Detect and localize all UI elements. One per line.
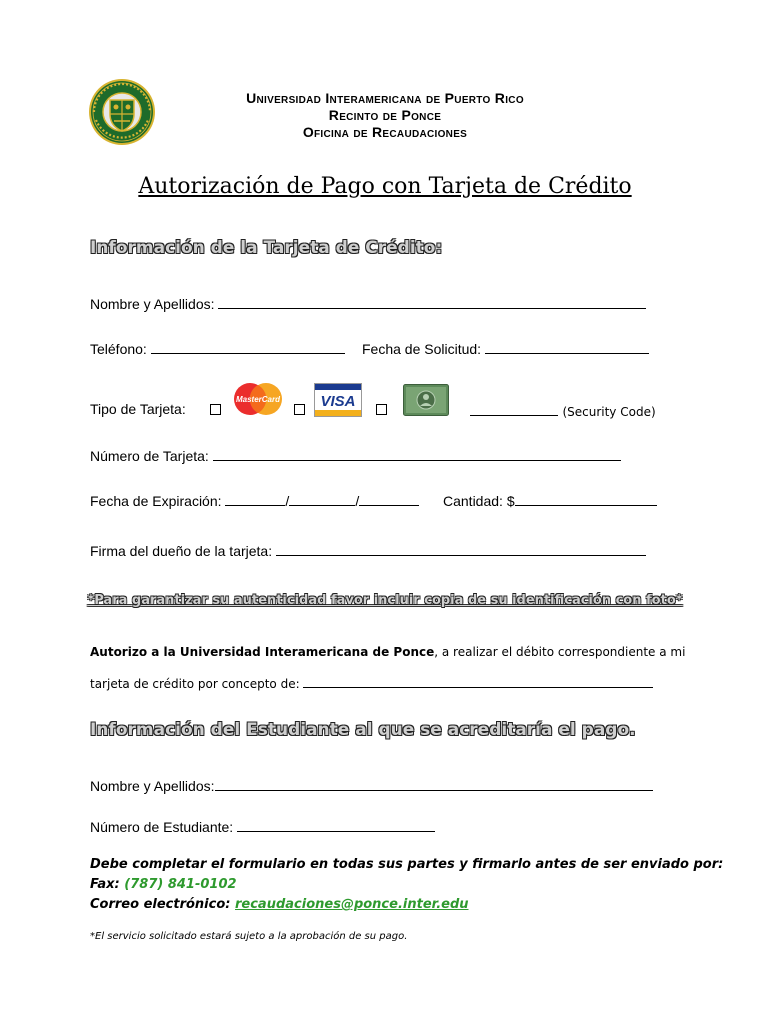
student-name-field[interactable] (215, 776, 653, 791)
fax-row (90, 877, 237, 892)
student-number-row (90, 817, 435, 835)
cardholder-name-label: Nombre y Apellidos: (90, 296, 215, 312)
authorization-line1 (90, 645, 685, 659)
authorization-concept-field[interactable] (303, 673, 653, 688)
american-express-icon (403, 384, 449, 416)
phone-label: Teléfono: (90, 341, 147, 357)
cardholder-name-field[interactable] (218, 294, 646, 309)
email-label: Correo electrónico: (90, 897, 231, 912)
campus-name: Recinto de Ponce (328, 107, 442, 123)
authorization-line2 (90, 673, 653, 691)
svg-text:MasterCard: MasterCard (235, 395, 281, 404)
visa-checkbox[interactable] (294, 404, 305, 415)
expiration-label: Fecha de Expiración: (90, 493, 222, 509)
phone-row (90, 339, 345, 357)
card-section-heading: Información de la Tarjeta de Crédito: (90, 238, 443, 258)
disclaimer: *El servicio solicitado estará sujeto a la aprobación de su pago. (90, 931, 408, 942)
student-number-label: Número de Estudiante: (90, 819, 234, 835)
card-number-row (90, 446, 621, 464)
svg-text:VISA: VISA (320, 393, 356, 410)
mastercard-icon (232, 381, 284, 417)
request-date-row (362, 339, 649, 357)
student-number-field[interactable] (237, 817, 435, 832)
email-link[interactable]: recaudaciones@ponce.inter.edu (235, 897, 469, 912)
fax-number: (787) 841-0102 (124, 877, 237, 892)
id-copy-note: *Para garantizar su autenticidad favor incluir copia de su identificación con foto* (87, 593, 683, 608)
student-name-label: Nombre y Apellidos: (90, 778, 215, 794)
authorization-bold: Autorizo a la Universidad Interamericana de Ponce (90, 645, 435, 659)
card-type-label: Tipo de Tarjeta: (90, 401, 186, 417)
submission-instructions: Debe completar el formulario en todas sus partes y firmarlo antes de ser enviado por: (90, 857, 724, 872)
student-name-row (90, 776, 653, 794)
card-number-label: Número de Tarjeta: (90, 448, 209, 464)
signature-field[interactable] (276, 541, 646, 556)
authorization-rest: , a realizar el débito correspondiente a mi (434, 645, 686, 659)
authorization-concept-label: tarjeta de crédito por concepto de: (90, 677, 300, 691)
amount-field[interactable] (515, 491, 657, 506)
phone-field[interactable] (151, 339, 345, 354)
university-name: Universidad Interamericana de Puerto Rico (246, 90, 524, 106)
amex-checkbox[interactable] (376, 404, 387, 415)
expiration-row: Fecha de Expiración: / / (90, 491, 419, 509)
security-code-row (470, 403, 656, 421)
security-code-field[interactable] (470, 403, 558, 416)
fax-label: Fax: (90, 877, 120, 892)
email-row (90, 897, 469, 912)
student-section-heading: Información del Estudiante al que se acreditaría el pago. (90, 720, 636, 740)
mastercard-checkbox[interactable] (210, 404, 221, 415)
visa-icon (314, 383, 362, 417)
expiration-month-field[interactable] (225, 491, 285, 506)
amount-row (443, 491, 657, 509)
expiration-day-field[interactable] (289, 491, 355, 506)
card-number-field[interactable] (213, 446, 621, 461)
form-title: Autorización de Pago con Tarjeta de Crédito (138, 174, 632, 199)
amount-label: Cantidad: $ (443, 493, 515, 509)
office-name: Oficina de Recaudaciones (302, 124, 468, 140)
security-code-label: (Security Code) (562, 405, 656, 419)
cardholder-name-row (90, 294, 646, 312)
signature-label: Firma del dueño de la tarjeta: (90, 543, 273, 559)
expiration-year-field[interactable] (359, 491, 419, 506)
signature-row (90, 541, 646, 559)
request-date-field[interactable] (485, 339, 649, 354)
request-date-label: Fecha de Solicitud: (362, 341, 482, 357)
